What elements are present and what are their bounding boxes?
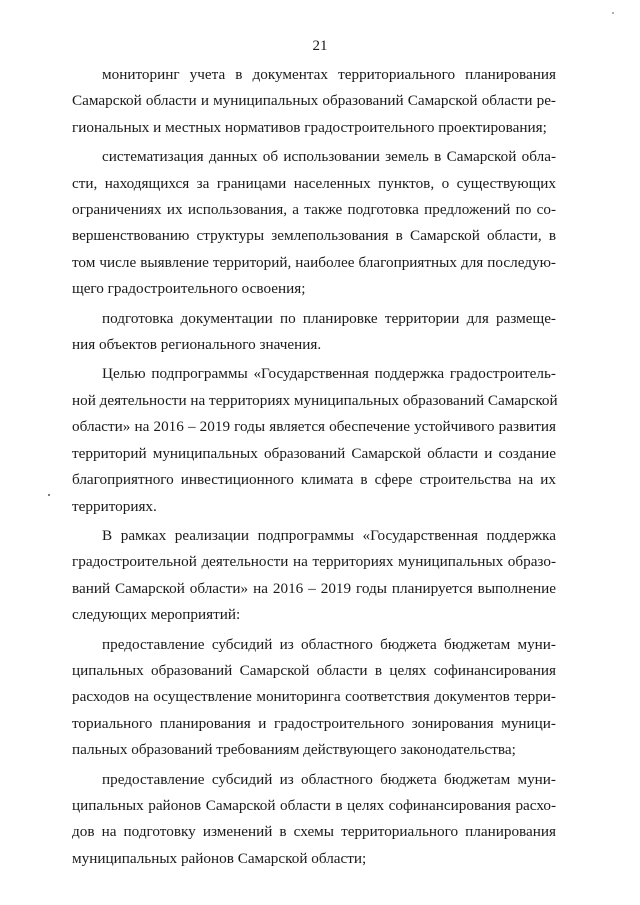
text-line: предоставление субсидий из областного бюджета бюджетам муни- [102, 770, 556, 788]
text-line: Самарской области и муниципальных образований Самарской области ре- [72, 92, 556, 110]
text-line: В рамках реализации подпрограммы «Государственная поддержка [102, 526, 556, 544]
text-line: щего градостроительного освоения; [72, 280, 306, 298]
document-body [72, 62, 556, 872]
text-line: благоприятного инвестиционного климата в сфере строительства на их [72, 471, 556, 489]
text-line: расходов на осуществление мониторинга соответствия документов терри- [72, 688, 556, 706]
text-line: вершенствованию структуры землепользования в Самарской области, в [72, 227, 556, 245]
text-line: Целью подпрограммы «Государственная поддержка градостроитель- [102, 365, 556, 383]
text-line: сти, находящихся за границами населенных пунктов, о существующих [72, 174, 556, 192]
text-line: следующих мероприятий: [72, 606, 241, 624]
text-line: дов на подготовку изменений в схемы территориального планирования [72, 823, 556, 841]
text-line: ния объектов регионального значения. [72, 336, 322, 354]
scan-speck [48, 494, 50, 496]
page-number: 21 [312, 38, 328, 54]
text-line: ограничениях их использования, а также подготовка предложений по со- [72, 201, 556, 219]
text-line: территориях. [72, 497, 157, 515]
text-line: территорий муниципальных образований Самарской области и создание [72, 444, 556, 462]
text-line: градостроительной деятельности на территориях муниципальных образо- [72, 553, 556, 571]
text-line: систематизация данных об использовании земель в Самарской обла- [102, 148, 556, 166]
text-line: подготовка документации по планировке территории для размеще- [102, 309, 556, 327]
text-line: области» на 2016 – 2019 годы является обеспечение устойчивого развития [72, 418, 556, 436]
text-line: мониторинг учета в документах территориального планирования [102, 66, 556, 83]
text-line: предоставление субсидий из областного бюджета бюджетам муни- [102, 635, 556, 653]
text-line: ваний Самарской области» на 2016 – 2019 годы планируется выполнение [72, 579, 556, 597]
text-line: муниципальных районов Самарской области; [72, 849, 367, 867]
text-line: ципальных образований Самарской области в целях софинансирования [72, 661, 556, 679]
text-line: ториального планирования и градостроительного зонирования муници- [72, 714, 556, 732]
text-line: пальных образований требованиям действующего законодательства; [72, 741, 516, 759]
scan-speck [612, 12, 614, 14]
text-line: ципальных районов Самарской области в целях софинансирования расхо- [72, 796, 556, 814]
text-line: том числе выявление территорий, наиболее благоприятных для последую- [72, 253, 556, 271]
text-line: гиональных и местных нормативов градостроительного проектирования; [72, 118, 547, 136]
text-line: ной деятельности на территориях муниципальных образований Самарской [72, 391, 558, 409]
